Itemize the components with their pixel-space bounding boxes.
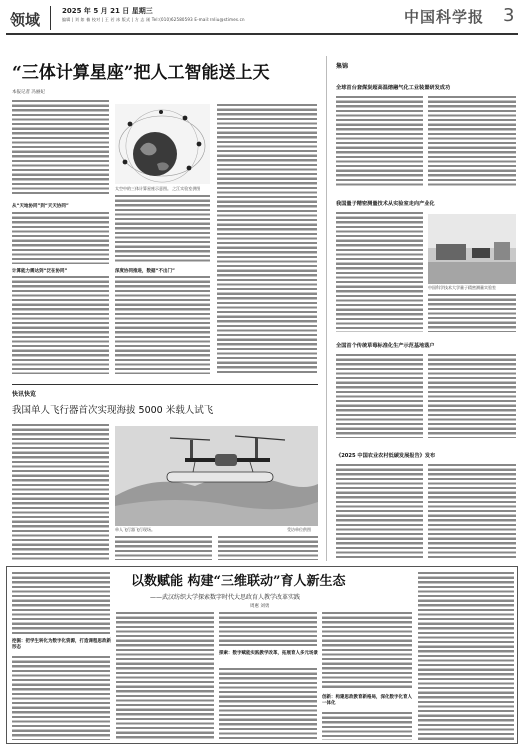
- feature-subhead: 探索：数字赋能实践教学改革，拓展育人多元场景: [219, 651, 318, 656]
- quantum-lab-photo: [428, 214, 516, 284]
- sidebar-text-block: [336, 354, 423, 438]
- sidebar-text-block: [428, 464, 516, 560]
- feature-text-block: [322, 712, 412, 740]
- main-article-text-block: [217, 104, 317, 374]
- feature-subhead: 创新：构建思政教育新格局，深化数字化育人一体化: [322, 695, 412, 706]
- main-article-subhead: 计算能力需达到“泛在协同”: [12, 269, 68, 274]
- main-article-text-block: [12, 100, 109, 196]
- feature-text-block: [322, 612, 412, 690]
- main-article-title: “三体计算星座”把人工智能送上天: [12, 63, 270, 83]
- photo-caption: 中国科学技术大学量子精密测量实验室: [428, 285, 496, 290]
- sidebar-text-block: [336, 96, 423, 186]
- photo-caption-left: 单人飞行器飞行现场。: [115, 527, 155, 532]
- feature-text-block: [418, 572, 514, 740]
- sidebar-text-block: [428, 354, 516, 438]
- photo-caption: 太空中的三体计算星座示意图。 之江实验室供图: [115, 186, 201, 191]
- main-article-text-block: [12, 212, 109, 264]
- newspaper-logo: 中国科学报: [404, 8, 485, 26]
- section-rule: [12, 384, 318, 385]
- sidebar-item-title: 全球首台套煤炭超高温熔融气化工业装置研发成功: [336, 85, 451, 91]
- aircraft-photo: [115, 426, 318, 526]
- sidebar-text-block: [336, 464, 423, 560]
- page-number: 3: [503, 5, 515, 26]
- quick-news-text-block: [115, 536, 212, 560]
- feature-title: 以数赋能 构建“三维联动”育人新生态: [131, 574, 346, 589]
- quick-news-text-block: [218, 536, 318, 560]
- lab-equipment-illustration: [428, 214, 516, 284]
- earth-satellites-illustration: [115, 104, 210, 184]
- sidebar-tag: 集锦: [336, 63, 349, 70]
- section-name: 领域: [10, 11, 41, 29]
- main-article-text-block: [115, 276, 210, 374]
- issue-date: 2025 年 5 月 21 日 星期三: [62, 7, 153, 15]
- photo-credit: 受访单位供图: [287, 527, 311, 532]
- sidebar-text-block: [428, 294, 516, 332]
- editor-credits: 编辑 | 刘 如 楠 校对 | 王 若 冰 版式 | 方 志 刚 Tel:(010)62580593 E-mail:rnliu@stimes.cn: [62, 17, 245, 22]
- sidebar-item-title: 全国首个传统草莓标准化生产示范基地落户: [336, 343, 435, 349]
- main-article-text-block: [12, 276, 109, 374]
- sidebar-item-title: 我国量子精密测量技术从实验室走向产业化: [336, 201, 435, 207]
- quick-news-text-block: [12, 424, 109, 560]
- main-article-text-block: [115, 195, 210, 263]
- main-article-subhead: 从“天地协同”到“天天协同”: [12, 204, 69, 209]
- satellite-constellation-photo: [115, 104, 210, 184]
- main-article-byline: 本报记者 冯丽妃: [12, 90, 45, 95]
- feature-text-block: [219, 668, 317, 740]
- column-divider: [326, 56, 327, 561]
- sidebar-text-block: [336, 212, 423, 332]
- header-divider: [50, 6, 51, 30]
- main-article-subhead: 深度协同推进，数据“不出门”: [115, 269, 175, 274]
- feature-text-block: [12, 656, 110, 740]
- sidebar-item-title: 《2025 中国农业农村低碳发展报告》发布: [336, 453, 436, 459]
- quick-news-title: 我国单人飞行器首次实现海拔 5000 米载人试飞: [12, 405, 214, 416]
- sidebar-text-block: [428, 96, 516, 186]
- feature-subtitle: ——武汉纺织大学探索数字时代大思政育人教学改革实践: [150, 594, 301, 601]
- feature-text-block: [116, 612, 214, 740]
- header-rule: [6, 33, 518, 35]
- feature-text-block: [12, 572, 110, 634]
- feature-byline: 周惠 刘勇: [250, 604, 270, 609]
- feature-subhead: 挖掘：把学生转化为数字化资源，打造课程思政新形态: [12, 639, 111, 650]
- feature-text-block: [219, 612, 317, 646]
- quick-news-tag: 快讯快览: [12, 391, 37, 398]
- flying-vehicle-illustration: [115, 426, 318, 526]
